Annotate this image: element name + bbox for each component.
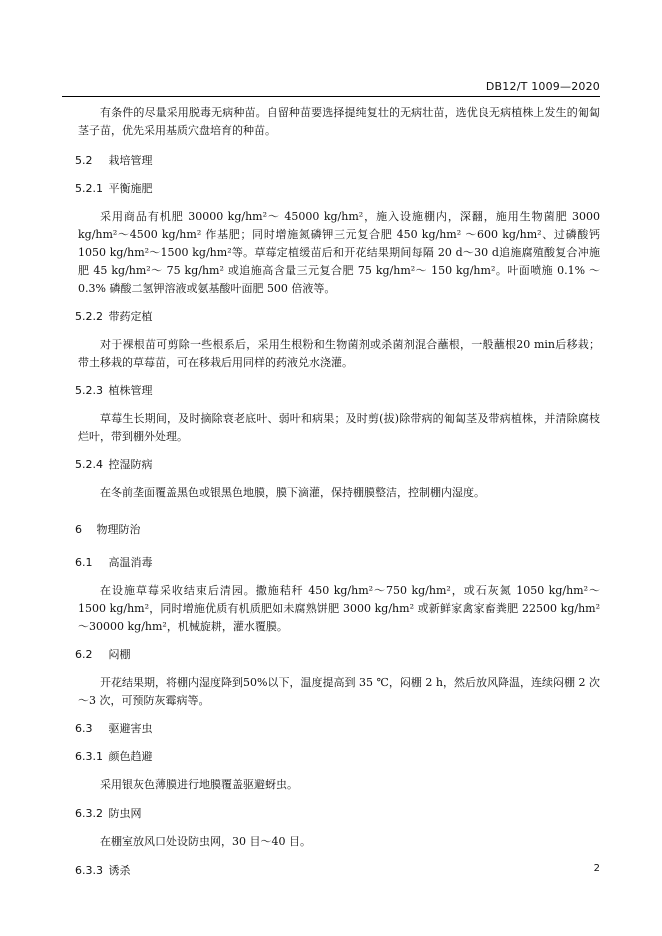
header-rule: [62, 96, 600, 97]
paragraph: 在冬前垄面覆盖黑色或银黑色地膜，膜下滴灌，保持棚膜整洁，控制棚内湿度。: [100, 486, 485, 499]
section-heading-6-2: [75, 647, 600, 663]
section-heading-6-3-2: [75, 806, 600, 822]
section-number: 6.3.1: [75, 750, 103, 763]
section-number: 5.2.3: [75, 384, 103, 397]
paragraph: 采用银灰色薄膜进行地膜覆盖驱避蚜虫。: [100, 778, 298, 791]
section-heading-5-2-2: [75, 309, 600, 325]
document-body: [75, 104, 600, 879]
paragraph: 在棚室放风口处设防虫网，30 目～40 目。: [100, 835, 311, 848]
document-code: DB12/T 1009—2020: [485, 80, 600, 93]
section-title: 平衡施肥: [108, 182, 153, 195]
section-number: 6.3: [75, 722, 93, 735]
section-title: 高温消毒: [108, 556, 153, 569]
section-title: 带药定植: [108, 310, 153, 323]
section-title: 控湿防病: [108, 458, 153, 471]
section-heading-5-2-4: [75, 457, 600, 473]
paragraph: 开花结果期，将棚内湿度降到50%以下，温度提高到 35 ℃，闷棚 2 h，然后放风降温，连续闷棚 2 次～3 次，可预防灰霉病等。: [78, 676, 600, 707]
paragraph: 对于裸根苗可剪除一些根系后，采用生根粉和生物菌剂或杀菌剂混合蘸根，一般蘸根20 min后移栽；带土移栽的草莓苗，可在移栽后用同样的药液兑水浇灌。: [78, 338, 600, 369]
section-title: 诱杀: [108, 864, 131, 877]
section-title: 驱避害虫: [108, 722, 153, 735]
section-number: 6.3.2: [75, 807, 103, 820]
section-number: 6.1: [75, 556, 93, 569]
section-heading-6-1: [75, 555, 600, 571]
paragraph: 在设施草莓采收结束后清园。撒施秸秆 450 kg/hm²～750 kg/hm²，或石灰氮 1050 kg/hm²～ 1500 kg/hm²，同时增施优质有机质肥如未腐熟饼肥 3000 kg/hm² 或新鲜家禽家畜粪肥 22500 kg/hm²～30000 kg/hm²，机械旋耕，灌水覆膜。: [78, 584, 600, 633]
section-title: 栽培管理: [108, 154, 153, 167]
section-number: 6.3.3: [75, 864, 103, 877]
section-title: 颜色趋避: [108, 750, 153, 763]
section-number: 5.2.4: [75, 458, 103, 471]
section-heading-5-2-1: [75, 181, 600, 197]
section-number: 6.2: [75, 648, 93, 661]
section-heading-6-3-3: [75, 863, 600, 879]
paragraph: 采用商品有机肥 30000 kg/hm²～ 45000 kg/hm²，施入设施棚内，深翻，施用生物菌肥 3000 kg/hm²～4500 kg/hm² 作基肥；同时增施氮磷钾三元复合肥 450 kg/hm² ～600 kg/hm²、过磷酸钙 1050 kg/hm²～1500 kg/hm²等。草莓定植缓苗后和开花结果期间每隔 20 d～30 d追施腐殖酸复合冲施肥 45 kg/hm²～ 75 kg/hm² 或追施高含量三元复合肥 75 kg/hm²～ 150 kg/hm²。叶面喷施 0.1% ～0.3% 磷酸二氢钾溶液或氨基酸叶面肥 500 倍液等。: [78, 210, 600, 295]
chapter-heading-6: [75, 522, 600, 538]
section-number: 6: [75, 523, 82, 536]
paragraph: 草莓生长期间，及时摘除衰老底叶、弱叶和病果；及时剪(拔)除带病的匍匐茎及带病植株，并清除腐枝烂叶，带到棚外处理。: [78, 412, 600, 443]
section-number: 5.2.2: [75, 310, 103, 323]
section-title: 植株管理: [108, 384, 153, 397]
section-title: 防虫网: [108, 807, 142, 820]
section-heading-6-3: [75, 721, 600, 737]
section-number: 5.2: [75, 154, 93, 167]
section-title: 闷棚: [108, 648, 131, 661]
paragraph: 有条件的尽量采用脱毒无病种苗。自留种苗要选择提纯复壮的无病壮苗，选优良无病植株上发生的匍匐茎子苗，优先采用基质穴盘培育的种苗。: [78, 106, 600, 137]
section-number: 5.2.1: [75, 182, 103, 195]
section-title: 物理防治: [96, 523, 141, 536]
page-number: 2: [593, 863, 600, 874]
section-heading-5-2: [75, 153, 600, 169]
section-heading-6-3-1: [75, 749, 600, 765]
section-heading-5-2-3: [75, 383, 600, 399]
